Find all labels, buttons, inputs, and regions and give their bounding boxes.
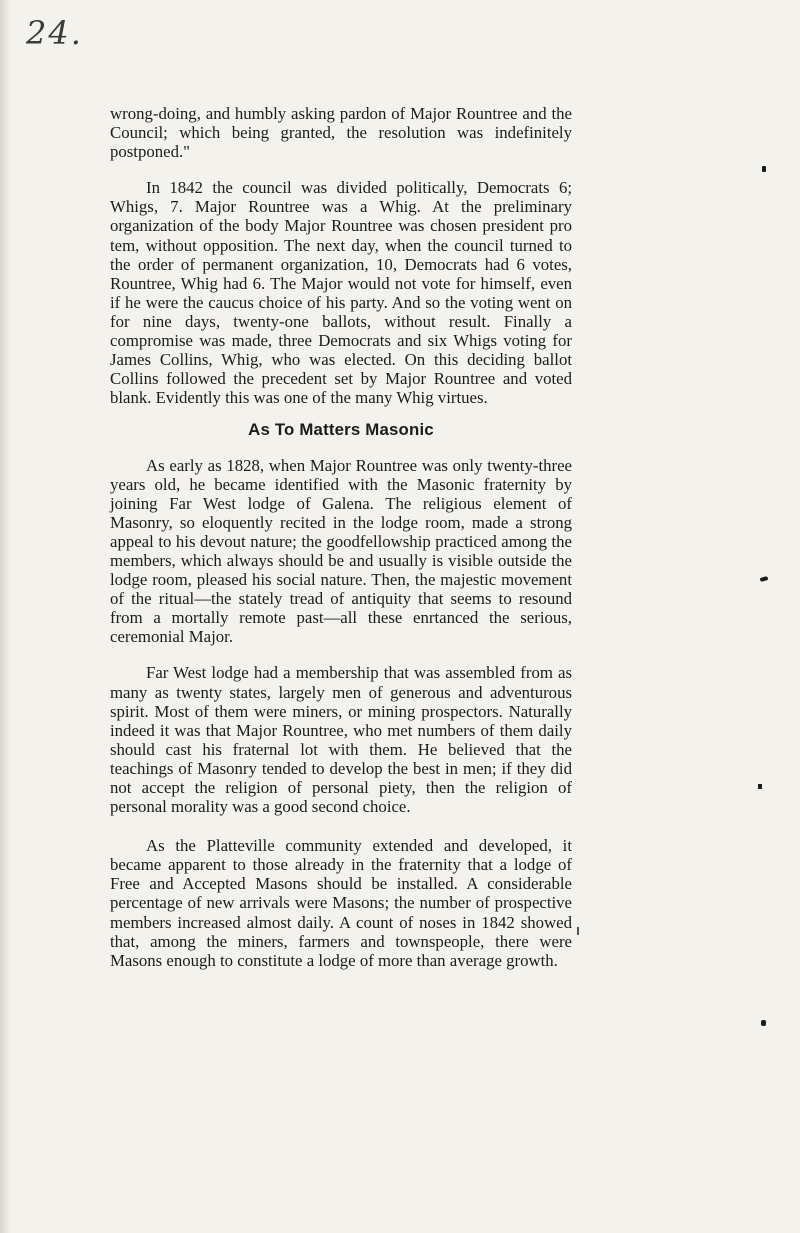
scan-speck: [760, 576, 769, 582]
page-edge-shadow: [0, 0, 10, 1233]
paragraph-council-1842: In 1842 the council was divided politically, Democrats 6; Whigs, 7. Major Rountree was a Whig. At the preliminary organization of the body Major Rountree was chosen president pro tem, without opposition. The next day, when the council turned to the order of permanent organization, 10, Democrats had 6 votes, Rountree, Whig had 6. The Major would not vote for himself, even if he were the caucus choice of his party. And so the voting went on for nine days, twenty-one ballots, without result. Finally a compromise was made, three Democrats and six Whigs voting for James Collins, Whig, who was elected. On this deciding ballot Collins followed the precedent set by Major Rountree and voted blank. Evidently this was one of the many Whig virtues.: [110, 178, 572, 408]
section-heading: As To Matters Masonic: [248, 420, 434, 440]
scan-speck: [758, 784, 762, 789]
paragraph-platteville-lodge: As the Platteville community extended and developed, it became apparent to those already in the fraternity that a lodge of Free and Accepted Masons should be installed. A considerable percentage of new arrivals were Masons; the number of prospective members increased almost daily. A count of noses in 1842 showed that, among the miners, farmers and townspeople, there were Masons enough to constitute a lodge of more than average growth.: [110, 836, 572, 970]
scan-speck: [762, 166, 766, 172]
paragraph-masonic-1828: As early as 1828, when Major Rountree was only twenty-three years old, he became identified with the Masonic fraternity by joining Far West lodge of Galena. The religious element of Masonry, so eloquently recited in the lodge room, made a strong appeal to his devout nature; the goodfellowship practiced among the members, which always should be and usually is visible outside the lodge room, pleased his social nature. Then, the majestic movement of the ritual—the stately tread of antiquity that seems to resound from a mortally remote past—all these enrtanced the serious, ceremonial Major.: [110, 455, 572, 647]
paragraph-continued: wrong-doing, and humbly asking pardon of Major Rountree and the Council; which being granted, the resolution was indefinitely postponed.": [110, 104, 572, 162]
page-number: 24.: [26, 14, 83, 52]
scan-speck: [761, 1020, 766, 1026]
text-column: [110, 104, 572, 970]
paragraph-far-west-lodge: Far West lodge had a membership that was assembled from as many as twenty states, largely men of generous and adventurous spirit. Most of them were miners, or mining prospectors. Naturally indeed it was that Major Rountree, who met numbers of them daily should cast his fraternal lot with them. He believed that the teachings of Masonry tended to develop the best in men; if they did not accept the religion of personal piety, then the religion of personal morality was a good second choice.: [110, 663, 572, 817]
scan-speck: [577, 927, 579, 935]
